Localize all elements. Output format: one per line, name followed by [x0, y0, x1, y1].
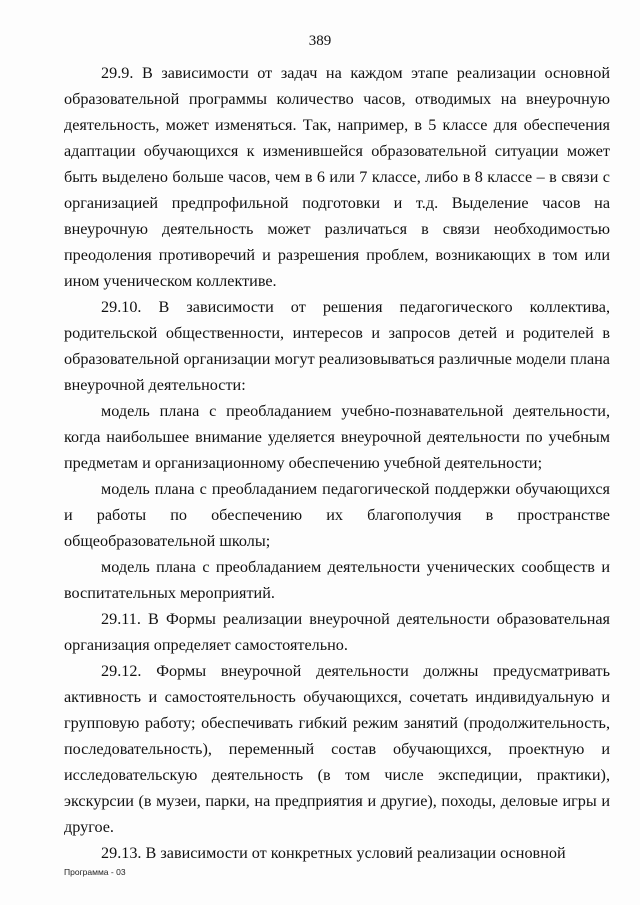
- paragraph-29-13: 29.13. В зависимости от конкретных условий реализации основной: [101, 844, 566, 862]
- paragraph-29-11: 29.11. В Формы реализации внеурочной деятельности образовательная организация определяет самостоятельно.: [64, 610, 610, 654]
- page-footer: Программа - 03: [64, 867, 126, 877]
- paragraph-29-12: 29.12. Формы внеурочной деятельности должны предусматривать активность и самостоятельность обучающихся, сочетать индивидуальную и групповую работу; обеспечивать гибкий режим занятий (продолжительность, последовательность), переменный состав обучающихся, проектную и исследовательскую деятельность (в том числе экспедиции, практики), экскурсии (в музеи, парки, на предприятия и другие), походы, деловые игры и другое.: [64, 662, 610, 836]
- paragraph-model-communities: модель плана с преобладанием деятельности ученических сообществ и воспитательных мероприятий.: [64, 558, 610, 602]
- paragraph-model-support: модель плана с преобладанием педагогической поддержки обучающихся и работы по обеспечению их благополучия в пространстве общеобразовательной школы;: [64, 480, 610, 550]
- document-body: [64, 60, 610, 866]
- paragraph-29-10: 29.10. В зависимости от решения педагогического коллектива, родительской общественности, интересов и запросов детей и родителей в образовательной организации могут реализовываться различные модели плана внеурочной деятельности:: [64, 298, 610, 394]
- page-number: 389: [308, 33, 332, 49]
- paragraph-29-9: 29.9. В зависимости от задач на каждом этапе реализации основной образовательной программы количество часов, отводимых на внеурочную деятельность, может изменяться. Так, например, в 5 классе для обеспечения адаптации обучающихся к изменившейся образовательной ситуации может быть выделено больше часов, чем в 6 или 7 классе, либо в 8 классе – в связи с организацией предпрофильной подготовки и т.д. Выделение часов на внеурочную деятельность может различаться в связи необходимостью преодоления противоречий и разрешения проблем, возникающих в том или ином ученическом коллективе.: [64, 64, 610, 290]
- paragraph-model-educational: модель плана с преобладанием учебно-познавательной деятельности, когда наибольшее внимание уделяется внеурочной деятельности по учебным предметам и организационному обеспечению учебной деятельности;: [64, 402, 610, 472]
